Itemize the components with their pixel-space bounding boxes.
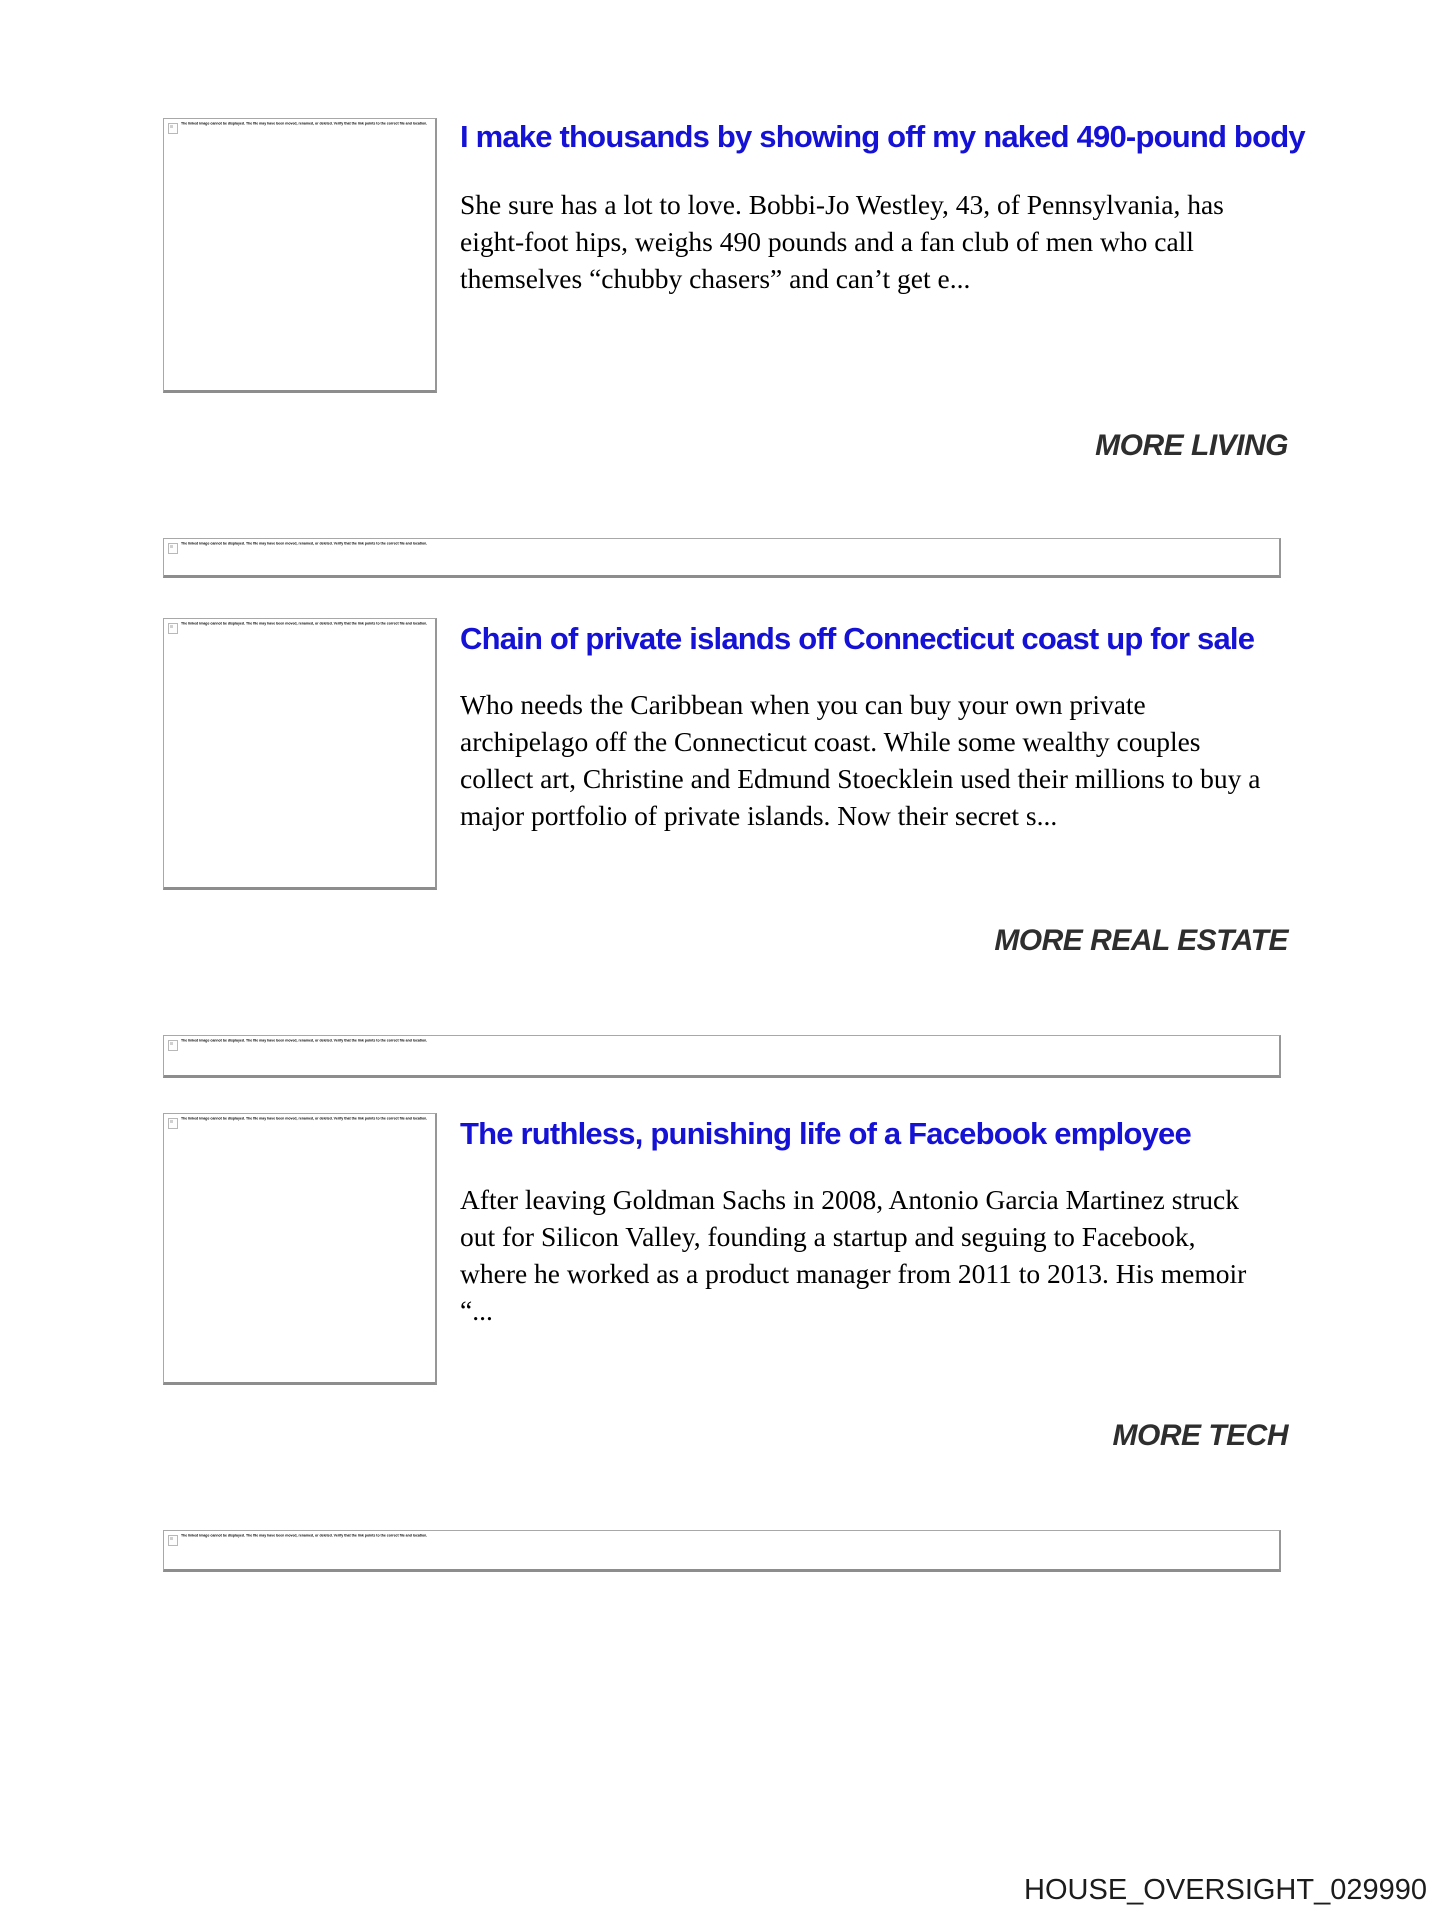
placeholder-row [168, 122, 431, 134]
broken-image-icon [168, 1535, 178, 1546]
placeholder-row [168, 622, 431, 634]
summary-line: where he worked as a product manager from 2011 to 2013. His memoir [460, 1258, 1247, 1289]
broken-image-icon [168, 543, 178, 554]
broken-image-icon [168, 1118, 178, 1129]
more-real-estate-link[interactable]: MORE REAL ESTATE [994, 924, 1288, 957]
placeholder-message: The linked image cannot be displayed. The file may have been moved, renamed, or deleted. Verify that the link points to the correct file and location. [181, 542, 428, 546]
summary-line: Who needs the Caribbean when you can buy your own private [460, 689, 1146, 720]
summary-line: out for Silicon Valley, founding a startup and seguing to Facebook, [460, 1221, 1196, 1252]
placeholder-row [168, 1534, 1275, 1546]
placeholder-message: The linked image cannot be displayed. The file may have been moved, renamed, or deleted. Verify that the link points to the correct file and location. [181, 1534, 428, 1538]
broken-image-icon [168, 1040, 178, 1051]
bates-number: HOUSE_OVERSIGHT_029990 [1024, 1874, 1427, 1906]
summary-line: themselves “chubby chasers” and can’t get e... [460, 263, 971, 294]
article-headline-link[interactable]: I make thousands by showing off my naked 490-pound body [460, 119, 1305, 154]
placeholder-row [168, 542, 1275, 554]
placeholder-message: The linked image cannot be displayed. The file may have been moved, renamed, or deleted. Verify that the link points to the correct file and location. [181, 622, 428, 626]
article-summary [460, 686, 1300, 834]
placeholder-row [168, 1117, 431, 1129]
article-headline-link[interactable]: Chain of private islands off Connecticut coast up for sale [460, 621, 1255, 656]
broken-image-placeholder-banner [163, 1530, 1281, 1572]
placeholder-row [168, 1039, 1275, 1051]
summary-line: collect art, Christine and Edmund Stoecklein used their millions to buy a [460, 763, 1261, 794]
broken-image-icon [168, 623, 178, 634]
placeholder-message: The linked image cannot be displayed. The file may have been moved, renamed, or deleted. Verify that the link points to the correct file and location. [181, 1117, 428, 1121]
article-summary [460, 186, 1300, 297]
more-tech-link[interactable]: MORE TECH [1112, 1419, 1288, 1452]
broken-image-placeholder-banner [163, 538, 1281, 578]
article-headline-link[interactable]: The ruthless, punishing life of a Facebook employee [460, 1116, 1191, 1151]
broken-image-placeholder-banner [163, 1035, 1281, 1078]
summary-line: major portfolio of private islands. Now their secret s... [460, 800, 1058, 831]
broken-image-placeholder [163, 118, 437, 393]
summary-line: She sure has a lot to love. Bobbi-Jo Westley, 43, of Pennsylvania, has [460, 189, 1224, 220]
summary-line: archipelago off the Connecticut coast. While some wealthy couples [460, 726, 1201, 757]
broken-image-placeholder [163, 618, 437, 890]
summary-line: After leaving Goldman Sachs in 2008, Antonio Garcia Martinez struck [460, 1184, 1239, 1215]
broken-image-placeholder [163, 1113, 437, 1385]
placeholder-message: The linked image cannot be displayed. The file may have been moved, renamed, or deleted. Verify that the link points to the correct file and location. [181, 1039, 428, 1043]
placeholder-message: The linked image cannot be displayed. The file may have been moved, renamed, or deleted. Verify that the link points to the correct file and location. [181, 122, 428, 126]
summary-line: “... [460, 1295, 493, 1326]
article-summary [460, 1181, 1300, 1329]
more-living-link[interactable]: MORE LIVING [1095, 429, 1288, 462]
broken-image-icon [168, 123, 178, 134]
summary-line: eight-foot hips, weighs 490 pounds and a fan club of men who call [460, 226, 1194, 257]
